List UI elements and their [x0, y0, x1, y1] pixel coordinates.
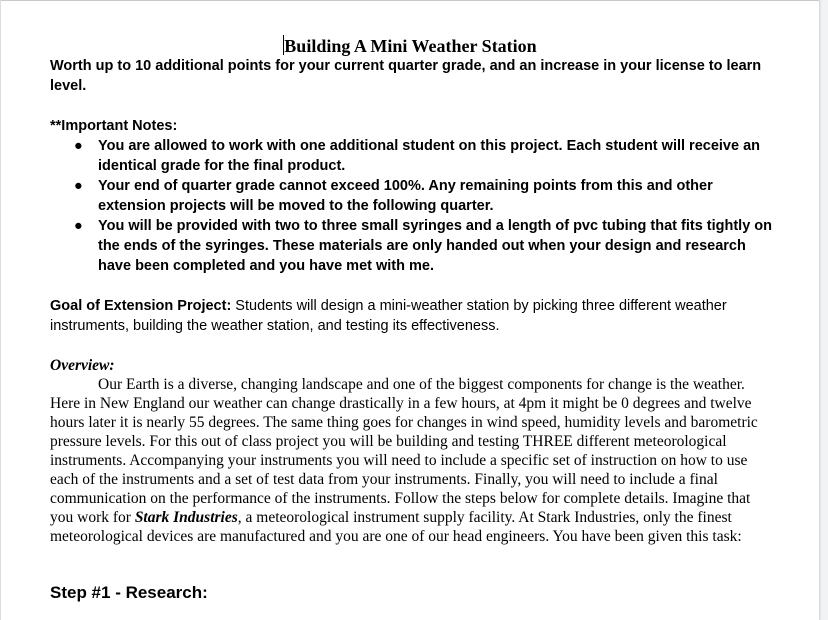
- goal-text: Students will design a mini-weather station by picking three different weather instruments, building the weather station, and testing its effectiveness.: [50, 298, 727, 334]
- overview-company: Stark Industries: [134, 509, 238, 526]
- goal-paragraph: [50, 296, 775, 336]
- subtitle-paragraph: Worth up to 10 additional points for your current quarter grade, and an increase in your license to learn level.: [50, 58, 762, 94]
- goal-label: Goal of Extension Project:: [50, 298, 232, 314]
- list-item: [50, 216, 775, 276]
- overview-text-1: Our Earth is a diverse, changing landscape and one of the biggest components for change is the weather. Here in New England our weather can change drastically in a few hours, at 4pm it might be 0 degrees and twelve hours later it is nearly 55 degrees. The same thing goes for changes in wind speed, humidity levels and barometric pressure levels. For this out of class project you will be building and testing THREE different meteorological instruments. Accompanying your instruments you will need to include a specific set of instruction on how to use each of the instruments and a set of test data from your instruments. Finally, you will need to include a final communication on the performance of the instruments. Follow the steps below for complete details. Imagine that you work for: [50, 376, 758, 526]
- bullet-icon: ●: [74, 218, 83, 234]
- list-item: [50, 176, 775, 216]
- page-top-edge: [1, 0, 819, 1]
- note-text: You are allowed to work with one additional student on this project. Each student will receive an identical grade for the final product.: [98, 138, 761, 174]
- list-item: [50, 136, 775, 176]
- overview-heading: Overview:: [50, 357, 115, 374]
- notes-list: [50, 136, 775, 276]
- bullet-icon: ●: [74, 138, 83, 154]
- overview-paragraph: [50, 375, 775, 546]
- title-text: Building A Mini Weather Station: [284, 36, 537, 56]
- note-text: Your end of quarter grade cannot exceed 100%. Any remaining points from this and other extension projects will be moved to the following quarter.: [98, 178, 713, 214]
- note-text: You will be provided with two to three small syringes and a length of pvc tubing that fits tightly on the ends of the syringes. These materials are only handed out when your design and research have been completed and you have met with me.: [98, 218, 773, 274]
- step1-heading: Step #1 - Research:: [50, 583, 208, 602]
- document-title[interactable]: [1, 35, 819, 57]
- notes-heading: **Important Notes:: [50, 118, 178, 134]
- bullet-icon: ●: [74, 178, 83, 194]
- overview-text-2: , a meteorological instrument supply facility. At Stark Industries, only the finest meteorological devices are manufactured and you are one of our head engineers. You have been given this task:: [50, 509, 742, 545]
